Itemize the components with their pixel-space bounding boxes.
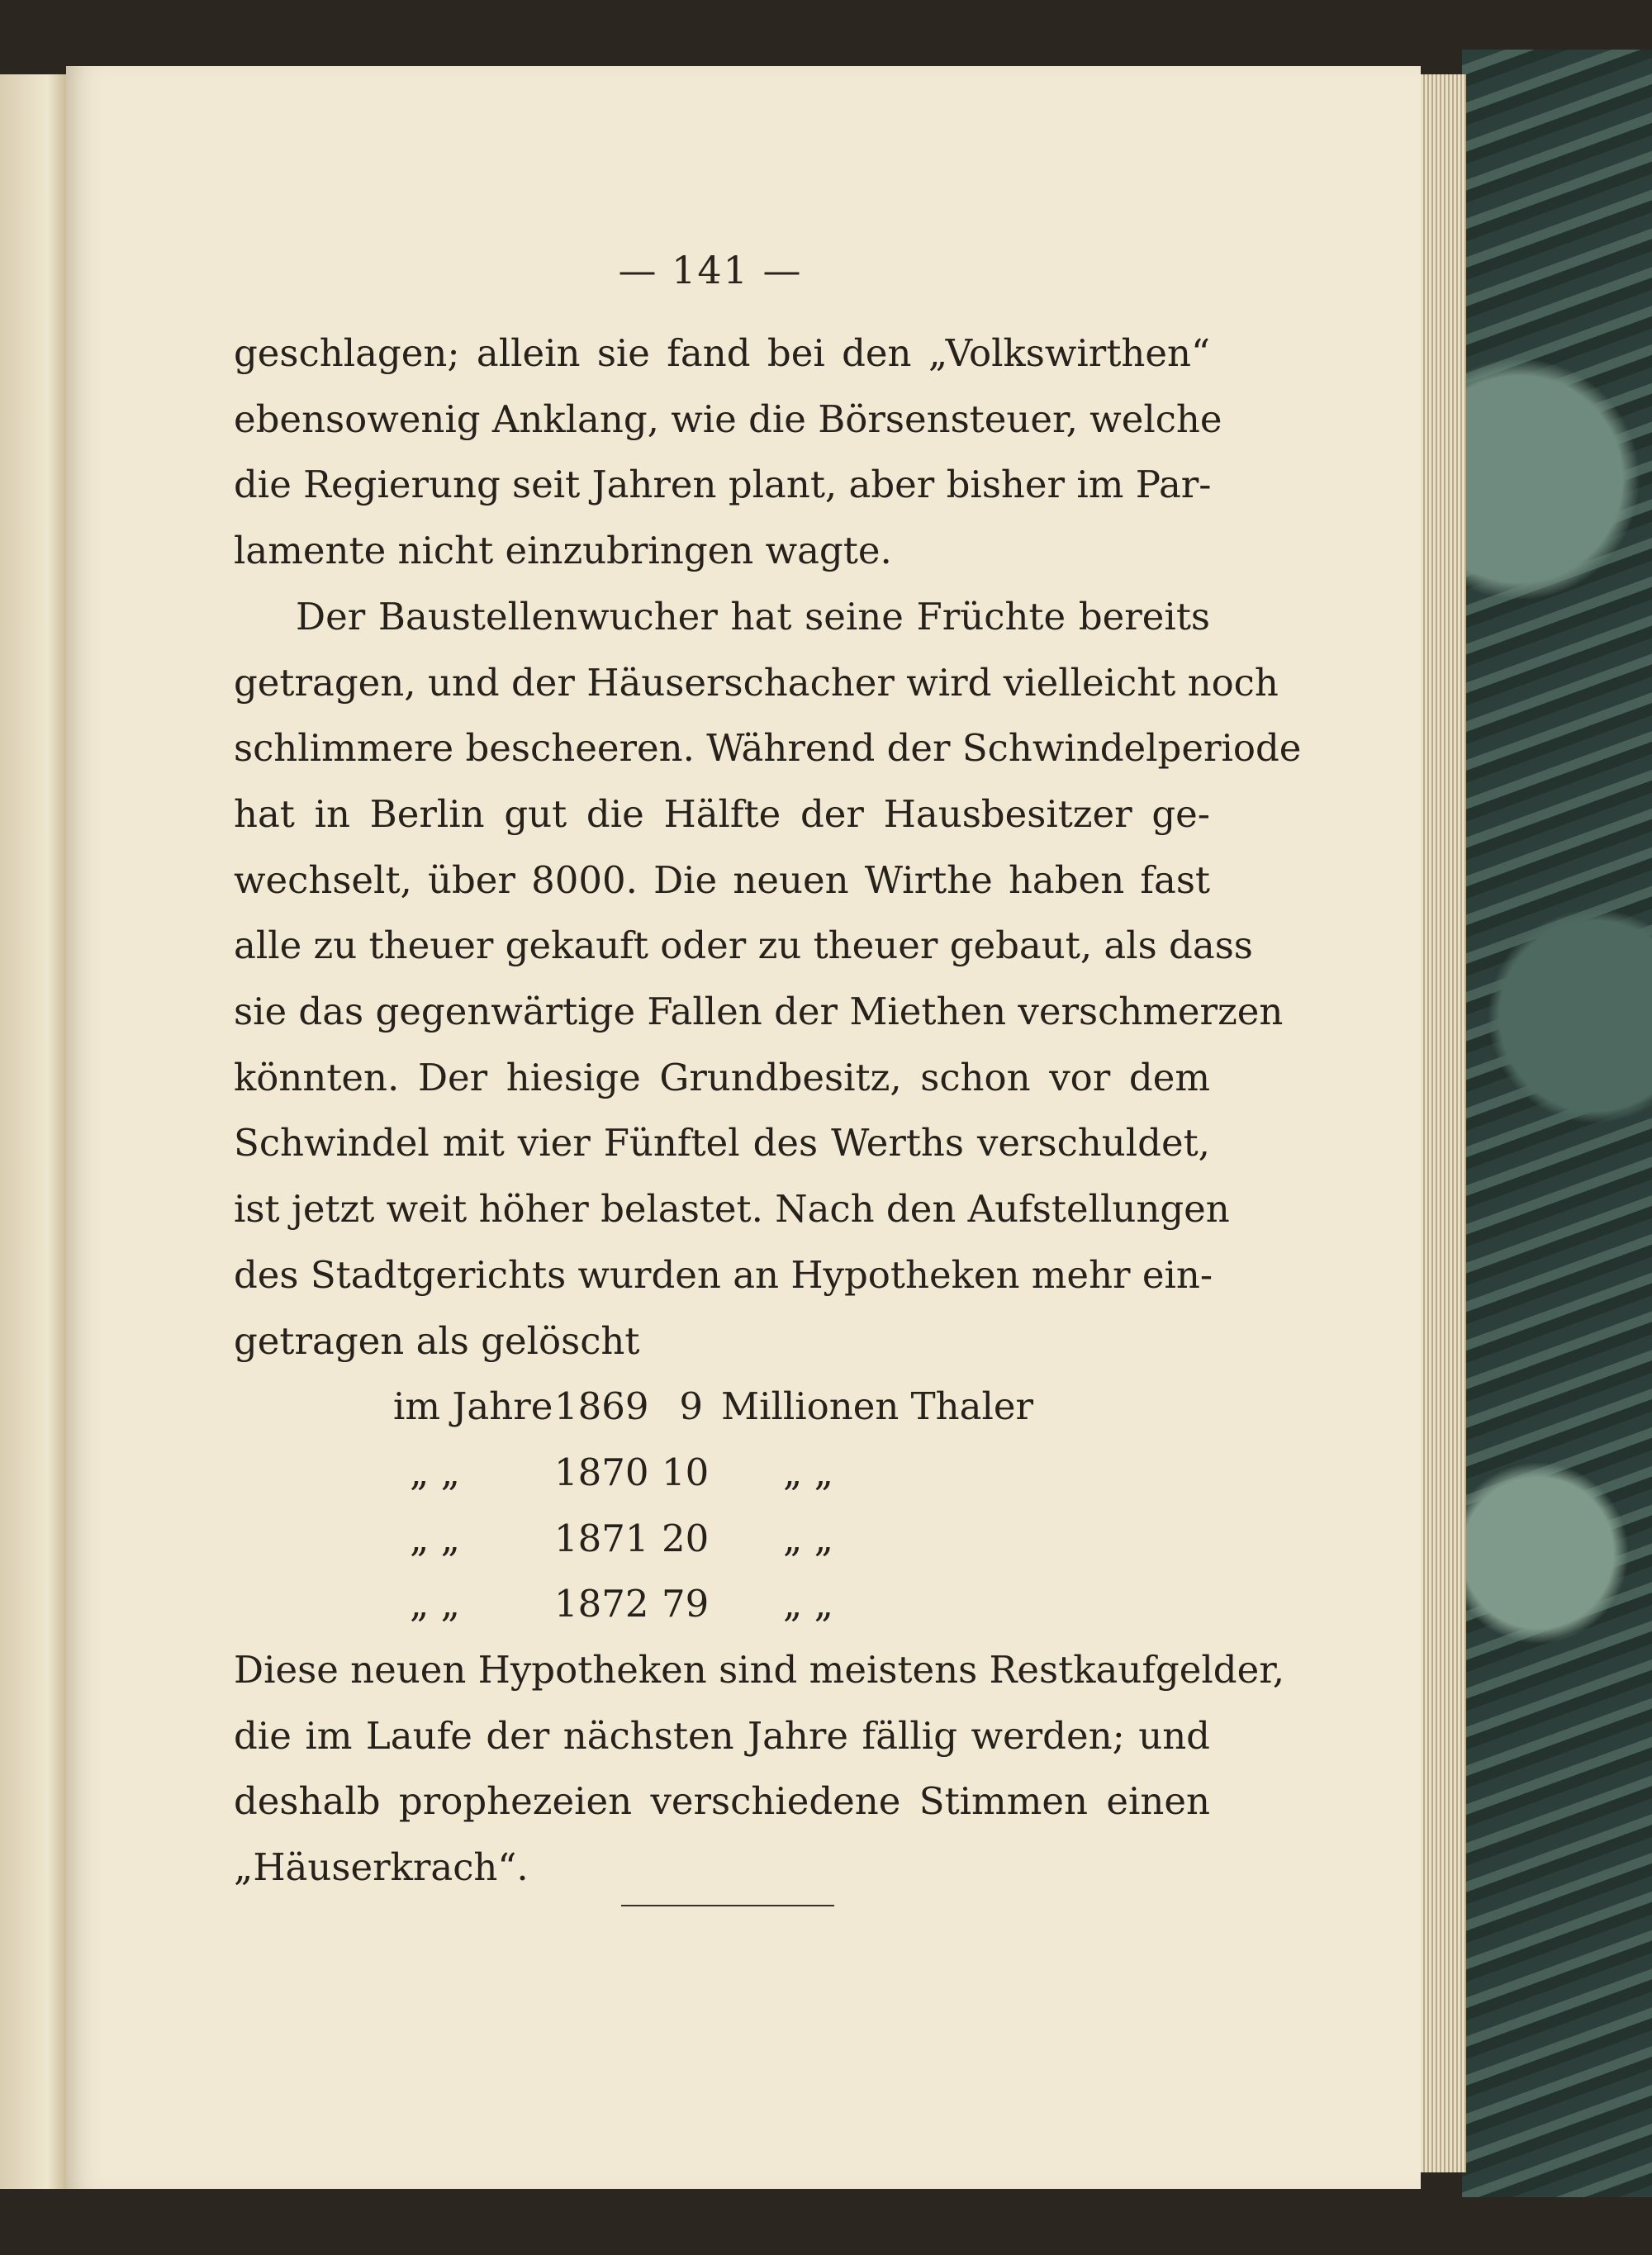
text-line: ist jetzt weit höher belastet. Nach den Aufstellungen — [234, 1187, 1230, 1232]
row-year: 1869 — [554, 1384, 649, 1429]
text-line: sie das gegenwärtige Fallen der Miethen verschmerzen — [234, 990, 1284, 1034]
page-number: — 141 — — [618, 248, 803, 292]
row-year: 1870 — [554, 1450, 649, 1494]
row-label: „ „ — [410, 1582, 460, 1626]
text-line: „Häuserkrach“. — [234, 1845, 529, 1890]
paragraph-2 — [234, 584, 1302, 1374]
table-row — [234, 1440, 1210, 1506]
row-amount: 9 — [679, 1384, 703, 1429]
text-line: alle zu theuer gekauft oder zu theuer gebaut, als dass — [234, 923, 1253, 968]
paragraph-3 — [234, 1637, 1285, 1901]
row-unit: Millionen Thaler — [721, 1384, 1033, 1429]
page-body — [234, 320, 1302, 1901]
table-row — [234, 1374, 1210, 1440]
page-edge-stack — [1417, 74, 1466, 2172]
text-line: Diese neuen Hypotheken sind meistens Restkaufgelder, — [234, 1648, 1285, 1692]
row-unit: „ „ — [783, 1516, 833, 1560]
row-unit: „ „ — [783, 1450, 833, 1494]
text-line: getragen als gelöscht — [234, 1318, 640, 1363]
row-amount: 20 — [662, 1516, 710, 1560]
text-line: die Regierung seit Jahren plant, aber bisher im Par- — [234, 463, 1212, 507]
row-label: „ „ — [410, 1450, 460, 1494]
row-label: im Jahre — [393, 1384, 553, 1429]
text-line: ebensowenig Anklang, wie die Börsensteuer, welche — [234, 396, 1222, 441]
row-year: 1871 — [554, 1516, 649, 1560]
text-line: des Stadtgerichts wurden an Hypotheken mehr ein- — [234, 1252, 1213, 1297]
table-row — [234, 1506, 1210, 1572]
paragraph-1 — [234, 320, 1222, 584]
text-line: Der Baustellenwucher hat seine Früchte bereits — [296, 594, 1210, 639]
closing-rule — [621, 1905, 834, 1906]
row-label: „ „ — [410, 1516, 460, 1560]
text-line: wechselt, über 8000. Die neuen Wirthe haben fast — [234, 857, 1210, 902]
text-line: könnten. Der hiesige Grundbesitz, schon vor dem — [234, 1055, 1210, 1099]
row-amount: 10 — [662, 1450, 710, 1494]
text-line: deshalb prophezeien verschiedene Stimmen einen — [234, 1779, 1210, 1824]
text-line: hat in Berlin gut die Hälfte der Hausbesitzer ge- — [234, 791, 1210, 836]
row-year: 1872 — [554, 1582, 649, 1626]
facing-page-edge — [0, 74, 68, 2189]
mortgage-table — [234, 1374, 1210, 1637]
text-line: geschlagen; allein sie fand bei den „Volkswirthen“ — [234, 331, 1210, 375]
marbled-cover — [1462, 50, 1652, 2197]
row-unit: „ „ — [783, 1582, 833, 1626]
text-line: lamente nicht einzubringen wagte. — [234, 529, 892, 573]
row-amount: 79 — [662, 1582, 710, 1626]
text-line: Schwindel mit vier Fünftel des Werths verschuldet, — [234, 1121, 1210, 1165]
text-line: schlimmere bescheeren. Während der Schwindelperiode — [234, 726, 1302, 771]
text-line: die im Laufe der nächsten Jahre fällig werden; und — [234, 1713, 1210, 1758]
text-line: getragen, und der Häuserschacher wird vielleicht noch — [234, 660, 1279, 705]
table-row — [234, 1571, 1210, 1637]
